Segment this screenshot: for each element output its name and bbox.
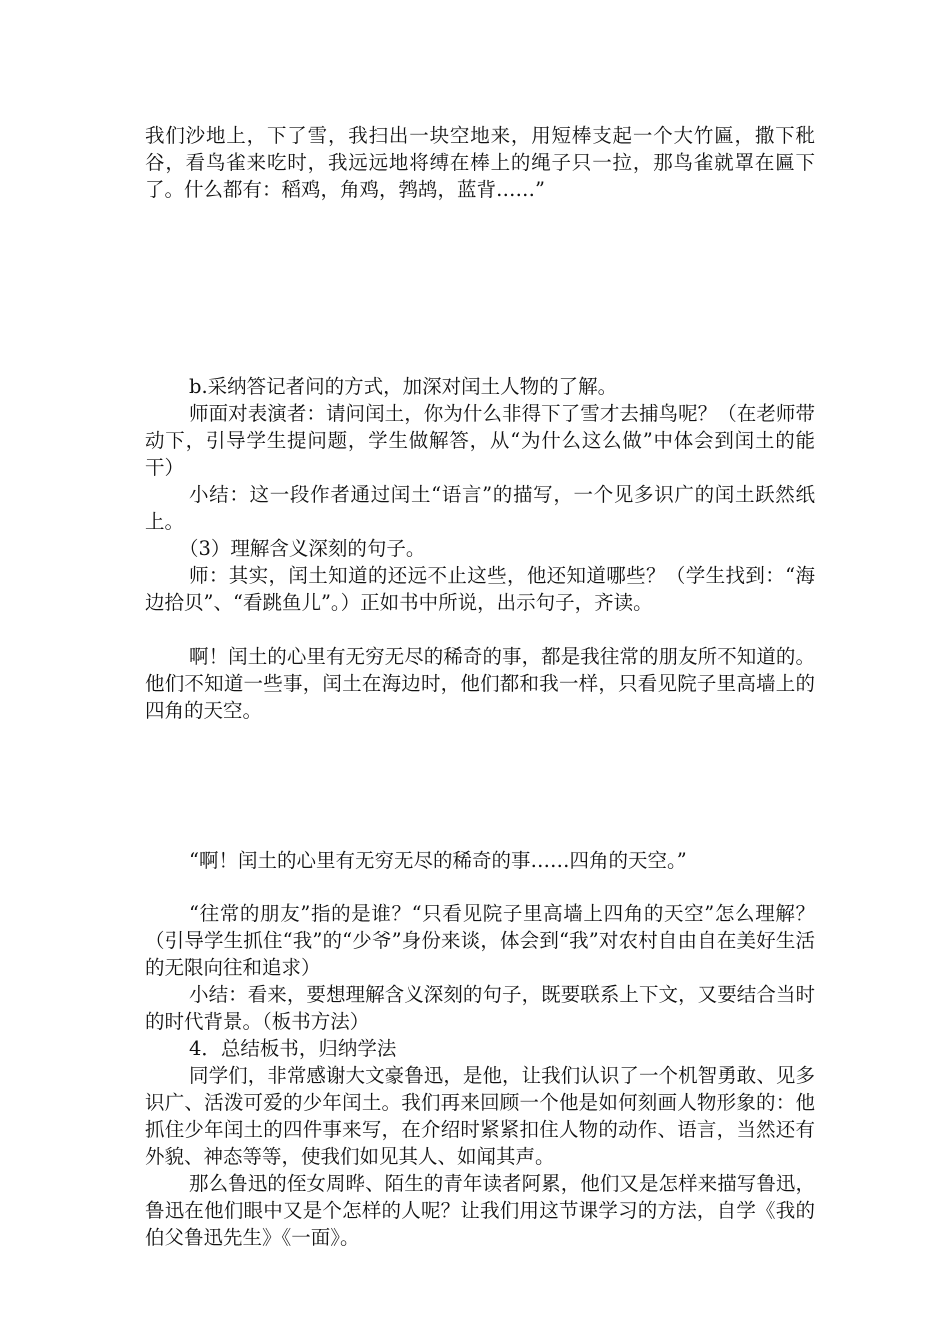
paragraph-old-friends-question: “往常的朋友”指的是谁？“只看见院子里高墙上四角的天空”怎么理解？（引导学生抓住“我”的“少爷”身份来谈，体会到“我”对农村自由自在美好生活的无限向往和追求） xyxy=(145,902,815,979)
quote-sentence-display: “啊！闰土的心里有无穷无尽的稀奇的事……四角的天空。” xyxy=(189,849,687,872)
paragraph-teacher-more: 师：其实，闰土知道的还远不止这些，他还知道哪些？（学生找到：“海边拾贝”、“看跳鱼儿”。）正如书中所说，出示句子，齐读。 xyxy=(145,564,815,614)
paragraph-self-study: 那么鲁迅的侄女周晔、陌生的青年读者阿累，他们又是怎样来描写鲁迅，鲁迅在他们眼中又是个怎样的人呢？让我们用这节课学习的方法，自学《我的伯父鲁迅先生》《一面》。 xyxy=(145,1172,815,1249)
paragraph-interview-method: b.采纳答记者问的方式，加深对闰土人物的了解。 xyxy=(189,375,618,398)
quote-paragraph-four-corners: 啊！闰土的心里有无穷无尽的稀奇的事，都是我往常的朋友所不知道的。他们不知道一些事，闰土在海边时，他们都和我一样，只看见院子里高墙上的四角的天空。 xyxy=(145,645,815,722)
paragraph-section-4-heading: 4．总结板书，归纳学法 xyxy=(189,1037,397,1060)
paragraph-teacher-question: 师面对表演者：请问闰土，你为什么非得下了雪才去捕鸟呢？（在老师带动下，引导学生提问题，学生做解答，从“为什么这么做”中体会到闰土的能干） xyxy=(145,402,815,479)
paragraph-summary-language: 小结：这一段作者通过闰土“语言”的描写，一个见多识广的闰土跃然纸上。 xyxy=(145,483,815,533)
paragraph-section-3-heading: （3）理解含义深刻的句子。 xyxy=(179,537,426,560)
paragraph-review: 同学们，非常感谢大文豪鲁迅，是他，让我们认识了一个机智勇敢、见多识广、活泼可爱的少年闰土。我们再来回顾一个他是如何刻画人物形象的：他抓住少年闰土的四件事来写，在介绍时紧紧扣住人物的动作、语言，当然还有外貌、神态等等，使我们如见其人、如闻其声。 xyxy=(145,1064,815,1168)
paragraph-summary-method: 小结：看来，要想理解含义深刻的句子，既要联系上下文，又要结合当时的时代背景。（板书方法） xyxy=(145,983,815,1033)
quote-paragraph-bird-catching: 我们沙地上，下了雪，我扫出一块空地来，用短棒支起一个大竹匾，撒下秕谷，看鸟雀来吃时，我远远地将缚在棒上的绳子只一拉，那鸟雀就罩在匾下了。什么都有：稻鸡，角鸡，鹁鸪，蓝背……” xyxy=(145,124,815,201)
